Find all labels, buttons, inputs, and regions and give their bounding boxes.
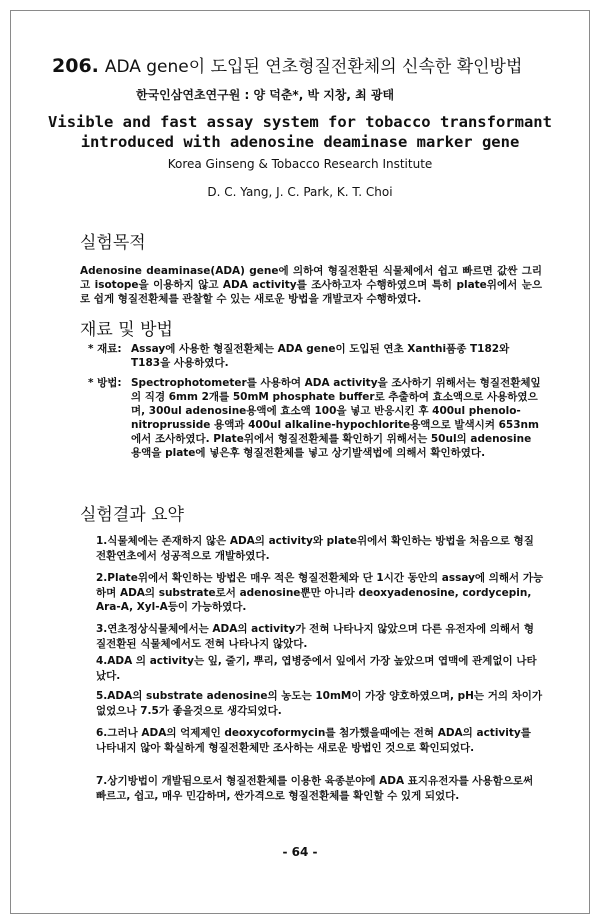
methods-heading: 재료 및 방법 (80, 320, 173, 340)
material-label: * 재료: (88, 343, 122, 355)
title-english-line1: Visible and fast assay system for tobacco transformant (48, 113, 552, 131)
result-item-6: 6.그러나 ADA의 억제제인 deoxycoformycin를 첨가했을때에는 전혀 ADA의 activity를 나타내지 않아 확실하게 형질전환체만 조사하는 새로운 방법인 것으로 확인되었다. (96, 727, 531, 754)
authors-english: D. C. Yang, J. C. Park, K. T. Choi (207, 185, 393, 199)
institute: Korea Ginseng & Tobacco Research Institute (167, 157, 433, 171)
result-item-4: 4.ADA 의 activity는 잎, 줄기, 뿌리, 엽병중에서 잎에서 가장 높았으며 엽맥에 관계없이 나타났다. (96, 655, 537, 682)
result-item-5: 5.ADA의 substrate adenosine의 농도는 10mM이 가장 양호하였으며, pH는 거의 차이가 없었으나 7.5가 좋을것으로 생각되었다. (96, 690, 543, 717)
result-item-7: 7.상기방법이 개발됨으로서 형질전환체를 이용한 육종분야에 ADA 표지유전자를 사용함으로써 빠르고, 쉽고, 매우 민감하며, 싼가격으로 형질전환체를 확인할 수 있게 되었다. (96, 775, 534, 802)
material-text: Assay에 사용한 형질전환체는 ADA gene이 도입된 연초 Xanthi품종 T182와 T183을 사용하였다. (131, 343, 510, 369)
result-item-2: 2.Plate위에서 확인하는 방법은 매우 적은 형질전환체와 단 1시간 동안의 assay에 의해서 가능하며 ADA의 substrate로서 adenosine뿐만 아니라 deoxyadenosine, cordycepin, Ara-A, Xyl-A등이 가능하였다. (96, 572, 544, 613)
title-english-line2: introduced with adenosine deaminase marker gene (80, 133, 520, 151)
abstract-number: 206. (52, 55, 99, 77)
result-item-1: 1.식물체에는 존재하지 않은 ADA의 activity와 plate위에서 확인하는 방법을 처음으로 형질전환연초에서 성공적으로 개발하였다. (96, 535, 534, 562)
result-item-3: 3.연초정상식물체에서는 ADA의 activity가 전혀 나타나지 않았으며 다른 유전자에 의해서 형질전환된 식물체에서도 전혀 나타나지 않았다. (96, 623, 534, 650)
method-item (88, 376, 543, 476)
authors-korean: 한국인삼연초연구원 : 양 덕춘*, 박 지창, 최 광태 (136, 88, 395, 102)
purpose-text: Adenosine deaminase(ADA) gene에 의하여 형질전환된 식물체에서 쉽고 빠르면 값싼 그리고 isotope을 이용하지 않고 ADA activity를 조사하고자 수행하였으며 특히 plate위에서 눈으로 쉽게 형질전환체를 관찰할 수 있는 새로운 방법을 개발코자 수행하였다. (80, 265, 542, 305)
method-text: Spectrophotometer를 사용하여 ADA activity을 조사하기 위해서는 형질전환체잎의 직경 6mm 2개를 50mM phosphate buffer로 추출하여 효소액으로 사용하였으며, 300ul adenosine용액에 효소액 100을 넣고 반응시킨 후 400ul phenolo-nitroprusside 용액과 400ul alkaline-hypochlorite용액으로 발색시켜 653nm에서 조사하였다. Plate위에서 형질전환체를 확인하기 위해서는 50ul의 adenosine용액을 plate에 넣은후 형질전환체를 넣고 상기발색법에 의해서 확인하였다. (131, 377, 541, 459)
results-heading: 실험결과 요약 (80, 505, 184, 525)
paper-title (52, 52, 572, 77)
page-number: - 64 - (282, 845, 318, 859)
title-korean: ADA gene이 도입된 연초형질전환체의 신속한 확인방법 (104, 57, 523, 77)
material-item (88, 342, 543, 372)
purpose-heading: 실험목적 (80, 233, 146, 253)
method-label: * 방법: (88, 377, 122, 389)
